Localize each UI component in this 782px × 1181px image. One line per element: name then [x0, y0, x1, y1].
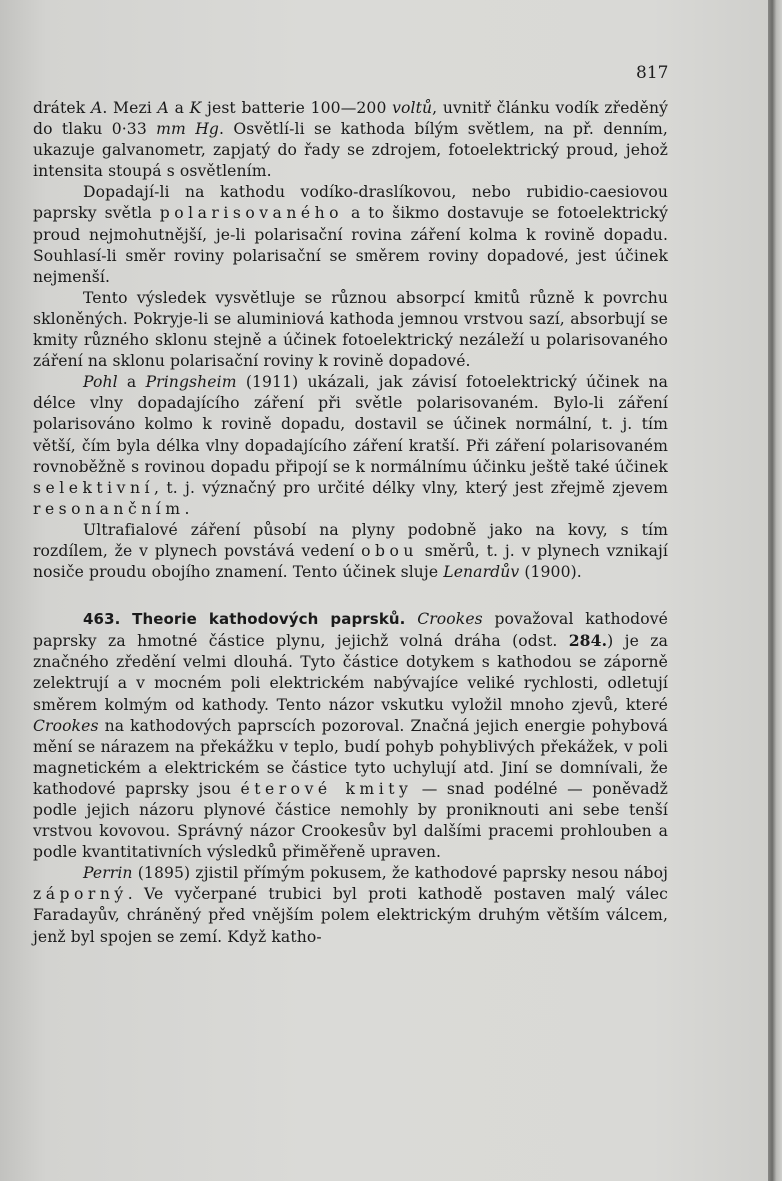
section-463: 463. Theorie kathodových paprsků. Crookes považoval kathodové paprsky za hmotné částice plynu, jejichž volná dráha (odst. 284.) je za značného zředění velmi dlouhá. Tyto částice dotykem s kathodou se záporně zelektrují a v mocném poli elektrickém nabývajíce veliké rychlosti, odletují směrem kolmým od kathody. Tento názor vskutku vyložil mnoho zjevů, které Crookes na kathodových paprscích pozoroval. Značná jejich energie pohybová mění se nárazem na překážku v teplo, budí pohyb pohyblivých překážek, v poli magnetickém a elektrickém se částice tyto uchylují atd. Jiní se domnívali, že kathodové paprsky jsou éterové kmity — snad podélné — poněvadž podle jejich názoru plynové částice nemohly by proniknouti ani sebe tenší vrstvou kovovou. Správný názor Crookesův byl dalšími pracemi prohlouben a podle kvantitativních výsledků přiměřeně upraven.: [33, 610, 669, 862]
body-text: [33, 98, 668, 948]
paragraph-2: Dopadají-li na kathodu vodíko-draslíkovou, nebo rubidio-caesiovou paprsky světla polarisovaného a to šikmo dostavuje se fotoelektrický proud nejmohutnější, je-li polarisační rovina záření kolma k rovině dopadu. Souhlasí-li směr roviny polarisační se směrem roviny dopadové, jest účinek nejmenší.: [33, 183, 669, 286]
page-edge: [768, 0, 782, 1181]
section-title: Theorie kathodových paprsků.: [132, 610, 406, 629]
paragraph-5: Ultrafialové záření působí na plyny podobně jako na kovy, s tím rozdílem, že v plynech povstává vedení obou směrů, t. j. v plynech vznikají nosiče proudu obojího znamení. Tento účinek sluje Lenardův (1900).: [33, 520, 668, 582]
section-number: 463.: [83, 610, 121, 629]
paragraph-4: Pohl a Pringsheim (1911) ukázali, jak závisí fotoelektrický účinek na délce vlny dopadajícího záření při světle polarisovaném. Bylo-li záření polarisováno kolmo k rovině dopadu, dostavil se účinek normální, t. j. tím větší, čím byla délka vlny dopadajícího záření kratší. Při záření polarisovaném rovnoběžně s rovinou dopadu připojí se k normálnímu účinku ještě také účinek selektivní, t. j. význačný pro určité délky vlny, který jest zřejmě zjevem resonančním.: [33, 373, 668, 518]
page-number: 817: [636, 63, 669, 83]
paragraph-7: Perrin (1895) zjistil přímým pokusem, že kathodové paprsky nesou náboj záporný. Ve vyčerpané trubici byl proti kathodě postaven malý válec Faradayův, chráněný před vnějším polem elektrickým druhým větším válcem, jenž byl spojen se zemí. Když katho-: [33, 864, 668, 946]
paragraph-1: drátek A. Mezi A a K jest batterie 100—200 voltů, uvnitř článku vodík zředěný do tlaku 0·33 mm Hg. Osvětlí-li se kathoda bílým světlem, na př. denním, ukazuje galvanometr, zapjatý do řady se zdrojem, fotoelektrický proud, jehož intensita stoupá s osvětlením.: [33, 99, 669, 181]
paragraph-3: Tento výsledek vysvětluje se různou absorpcí kmitů různě k povrchu skloněných. Pokryje-li se aluminiová kathoda jemnou vrstvou sazí, absorbují se kmity různého sklonu stejně a účinek fotoelektrický nezáleží u polarisovaného záření na sklonu polarisační roviny k rovině dopadové.: [33, 288, 668, 371]
